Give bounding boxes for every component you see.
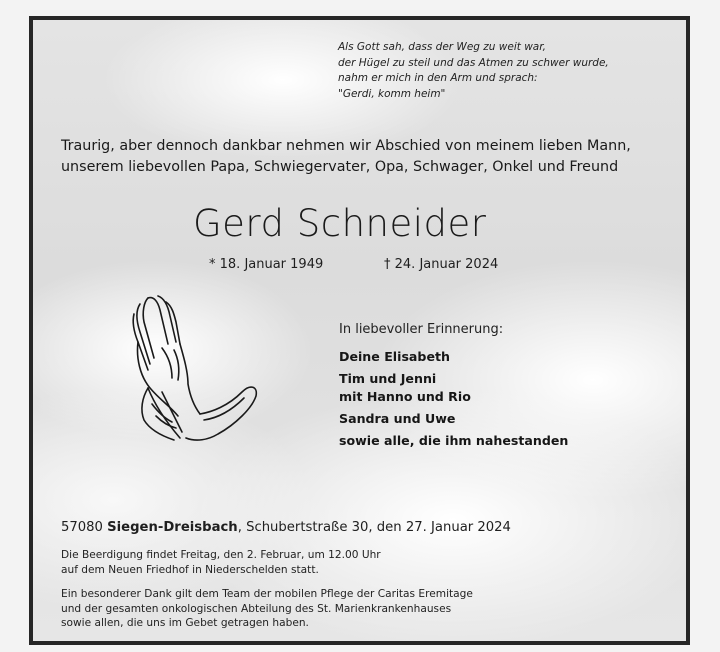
birth-date: * 18. Januar 1949 [209, 257, 324, 272]
family-member: Sandra und Uwe [339, 411, 456, 426]
deceased-name: Gerd Schneider [193, 202, 487, 245]
death-date: † 24. Januar 2024 [384, 257, 499, 272]
praying-hands-icon [118, 288, 268, 453]
thanks-line: Ein besonderer Dank gilt dem Team der mobilen Pflege der Caritas Eremitage [61, 588, 473, 600]
postcode: 57080 [61, 520, 103, 535]
family-member: Tim und Jenni [339, 371, 437, 386]
funeral-line: auf dem Neuen Friedhof in Niederschelden statt. [61, 563, 319, 576]
family-list [339, 348, 568, 450]
address-line [61, 520, 511, 535]
thanks-note [61, 587, 473, 631]
funeral-info [61, 548, 381, 577]
place-name: Siegen-Dreisbach [107, 520, 238, 535]
poem-line: "Gerdi, komm heim" [338, 87, 446, 100]
address-rest: , Schubertstraße 30, den 27. Januar 2024 [237, 520, 511, 535]
funeral-line: Die Beerdigung findet Freitag, den 2. Februar, um 12.00 Uhr [61, 549, 381, 561]
poem-line: Als Gott sah, dass der Weg zu weit war, [338, 41, 546, 53]
intro-line: Traurig, aber dennoch dankbar nehmen wir Abschied von meinem lieben Mann, [61, 138, 631, 154]
poem-quote [338, 40, 609, 102]
thanks-line: sowie allen, die uns im Gebet getragen haben. [61, 617, 309, 629]
intro-text [61, 136, 631, 178]
family-member: mit Hanno und Rio [339, 389, 471, 404]
thanks-line: und der gesamten onkologischen Abteilung des St. Marienkrankenhauses [61, 602, 452, 615]
family-member: Deine Elisabeth [339, 349, 450, 364]
memory-heading: In liebevoller Erinnerung: [339, 322, 504, 337]
obituary-notice [29, 16, 690, 645]
poem-line: der Hügel zu steil und das Atmen zu schwer wurde, [338, 56, 609, 69]
poem-line: nahm er mich in den Arm und sprach: [338, 72, 538, 84]
family-member: sowie alle, die ihm nahestanden [339, 433, 569, 448]
intro-line: unserem liebevollen Papa, Schwiegervater, Opa, Schwager, Onkel und Freund [61, 159, 619, 175]
